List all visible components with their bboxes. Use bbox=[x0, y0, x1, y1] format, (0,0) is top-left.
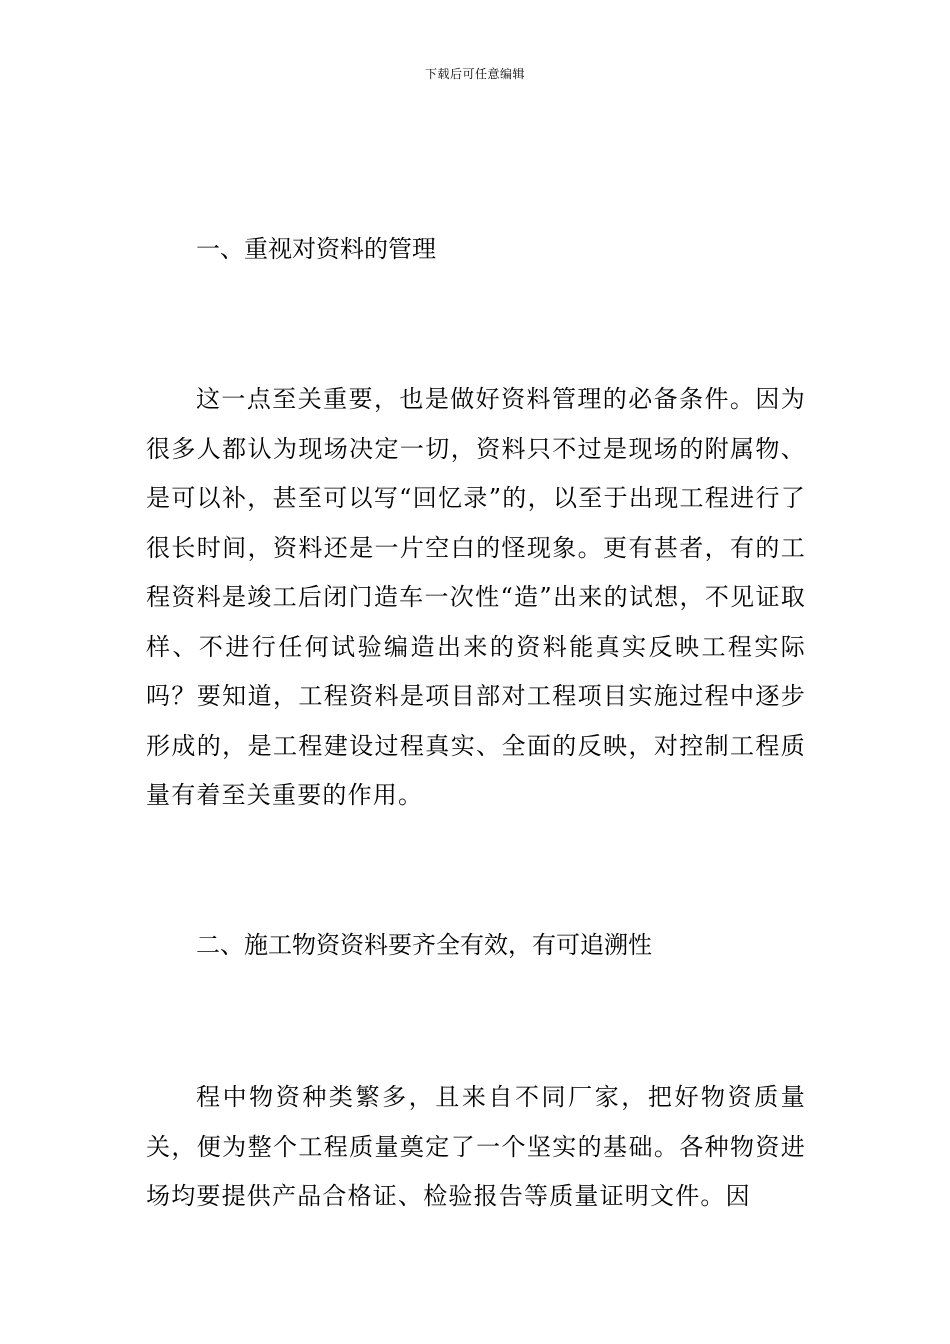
page-header: 下载后可任意编辑 bbox=[424, 67, 525, 81]
section-heading-2: 二、施工物资资料要齐全有效，有可追溯性 bbox=[196, 931, 652, 959]
section-heading-1: 一、重视对资料的管理 bbox=[196, 235, 436, 263]
section-paragraph-1: 这一点至关重要，也是做好资料管理的必备条件。因为很多人都认为现场决定一切，资料只不过是现场的附属物、是可以补，甚至可以写“回忆录”的，以至于出现工程进行了很长时间，资料还是一片空白的怪现象。更有甚者，有的工程资料是竣工后闭门造车一次性“造”出来的试想，不见证取样、不进行任何试验编造出来的资料能真实反映工程实际吗？要知道，工程资料是项目部对工程项目实施过程中逐步形成的，是工程建设过程真实、全面的反映，对控制工程质量有着至关重要的作用。 bbox=[146, 385, 806, 809]
section-paragraph-2: 程中物资种类繁多，且来自不同厂家，把好物资质量关，便为整个工程质量奠定了一个坚实的基础。各种物资进场均要提供产品合格证、检验报告等质量证明文件。因 bbox=[146, 1083, 806, 1210]
